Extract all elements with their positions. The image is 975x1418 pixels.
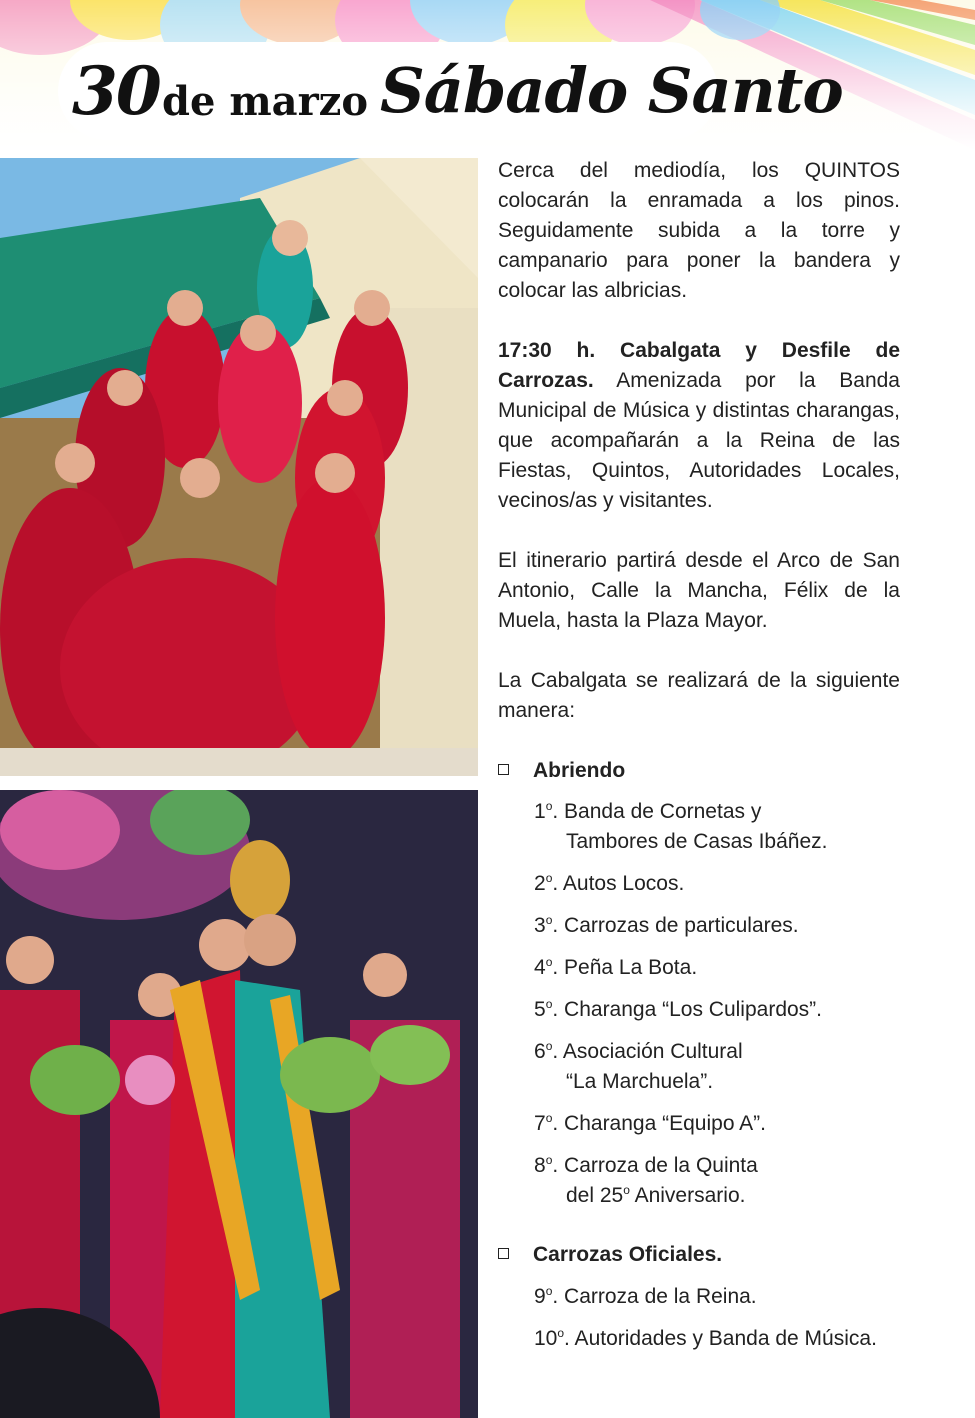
photo-queen-coronation-embrace [0,790,478,1418]
list-item: 8$^o$. Carroza de la Quinta del 25$^o$ Aniversario. [534,1153,758,1207]
cabalgata-time-heading: 17:30 h. Cabalgata y Desfile de Carrozas. [498,339,900,392]
title-date-month: de marzo [162,78,369,125]
paragraph-order-intro: La Cabalgata se realizará de la siguiente manera: [498,669,900,722]
section-carrozas-title: Carrozas Oficiales. [533,1243,723,1266]
list-item: 5$^o$. Charanga “Los Culipardos”. [534,997,823,1021]
header-banner [0,0,975,150]
list-item: 3$^o$. Carrozas de particulares. [534,913,799,937]
paragraph-quintos: Cerca del mediodía, los QUINTOS colocarán la enramada a los pinos. Seguidamente subida a la torre y campanario para poner la bandera y colocar las albricias. [498,159,900,302]
checkbox-bullet-icon [498,1248,509,1259]
photo-queens-on-float [0,158,478,776]
paragraph-cabalgata [498,336,900,516]
section-abriendo [498,756,625,786]
title-day-name: Sábado Santo [380,54,843,127]
section-carrozas-oficiales [498,1240,722,1270]
checkbox-bullet-icon [498,764,509,775]
list-item: 6$^o$. Asociación Cultural “La Marchuela”. [534,1039,743,1093]
paragraph-itinerary: El itinerario partirá desde el Arco de San Antonio, Calle la Mancha, Félix de la Muela, hasta la Plaza Mayor. [498,549,900,632]
list-item: 7$^o$. Charanga “Equipo A”. [534,1111,767,1135]
list-item: 1$^o$. Banda de Cornetas y Tambores de Casas Ibáñez. [534,799,828,853]
list-item: 2$^o$. Autos Locos. [534,871,685,895]
list-item: 10$^o$. Autoridades y Banda de Música. [534,1326,877,1350]
list-item: 9$^o$. Carroza de la Reina. [534,1284,757,1308]
list-item: 4$^o$. Peña La Bota. [534,955,698,979]
section-abriendo-title: Abriendo [533,759,626,782]
cabalgata-description: Amenizada por la Banda Municipal de Música y distintas charangas, que acompañarán a la Reina de las Fiestas, Quintos, Autoridades Locales, vecinos/as y visitantes. [498,369,900,512]
title-date-number: 30 [72,52,160,130]
